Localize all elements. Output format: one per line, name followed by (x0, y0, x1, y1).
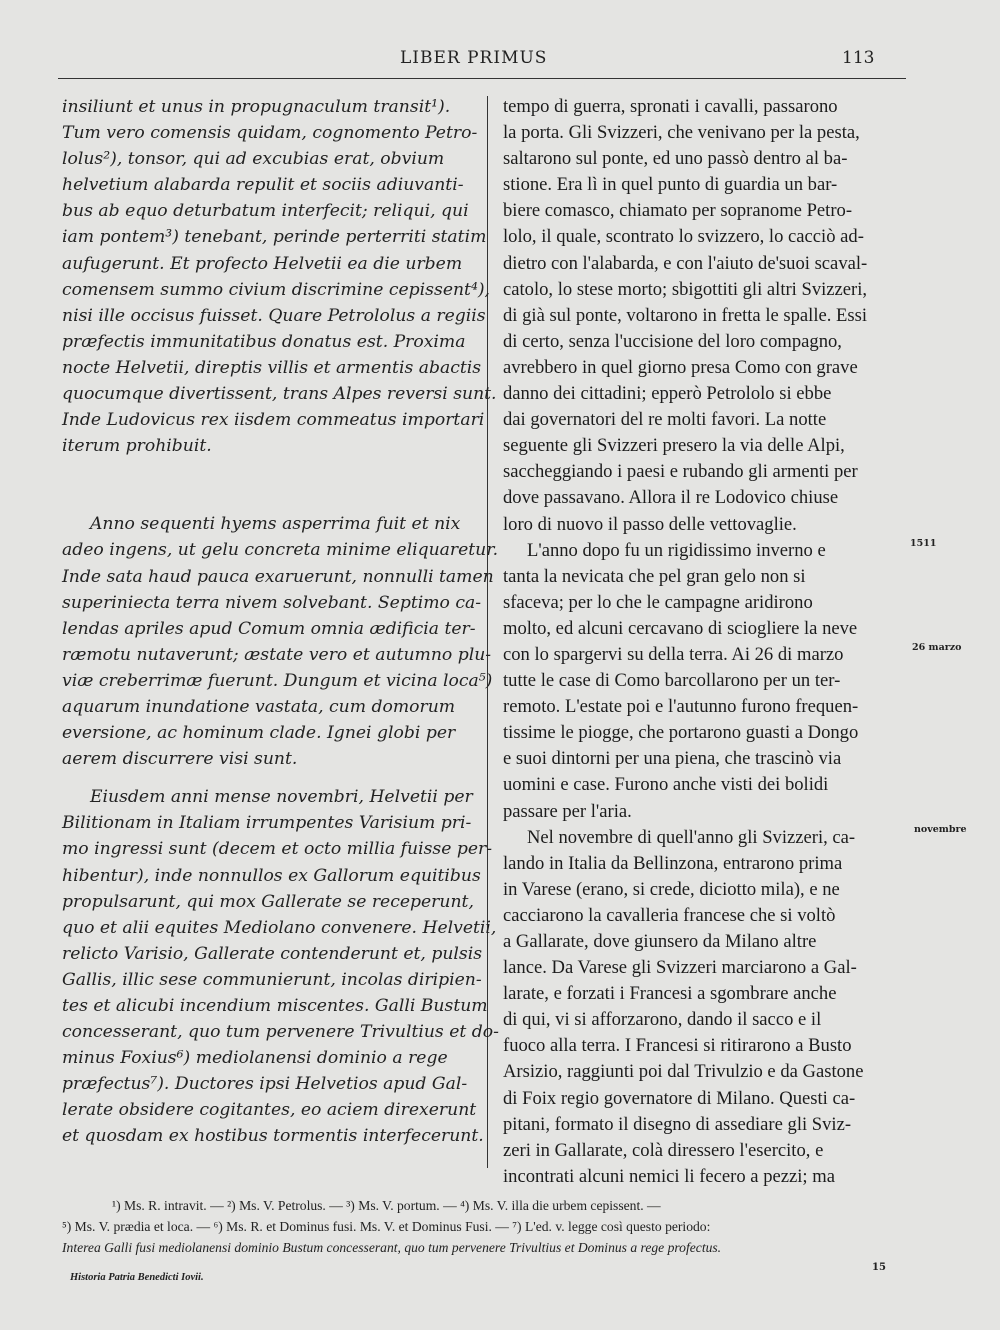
text-line: tissime le piogge, che portarono guasti a Dongo (503, 722, 859, 744)
text-line: Inde Ludovicus rex iisdem commeatus importari (62, 410, 485, 431)
text-line: lando in Italia da Bellinzona, entrarono prima (503, 852, 843, 874)
text-line: molto, ed alcuni cercavano di sciogliere la neve (503, 617, 858, 639)
text-line: con lo spargervi su della terra. Ai 26 di marzo (503, 643, 844, 665)
italian-paragraph-2 (503, 538, 899, 825)
latin-paragraph-1 (62, 94, 497, 459)
text-line: Nel novembre di quell'anno gli Svizzeri, ca- (527, 826, 856, 848)
text-line: propulsarunt, qui mox Gallerate se receperunt, (62, 891, 474, 912)
text-line: ræmotu nutaverunt; æstate vero et autumno plu- (62, 644, 492, 665)
text-line: seguente gli Svizzeri presero la via delle Alpi, (503, 435, 845, 457)
text-line: lolo, il quale, scontrato lo svizzero, lo cacciò ad- (503, 226, 864, 248)
margin-note-date: 26 marzo (912, 642, 962, 653)
text-line: danno dei cittadini; epperò Petrololo si ebbe (503, 383, 832, 405)
text-line: Eiusdem anni mense novembri, Helvetii per (90, 787, 473, 808)
book-signature: Historia Patria Benedicti Iovii. (70, 1272, 204, 1283)
text-line: uomini e case. Furono anche visti dei bolidi (503, 774, 829, 796)
text-line: zeri in Gallarate, colà diressero l'esercito, e (503, 1139, 824, 1161)
text-line: passare per l'aria. (503, 800, 632, 822)
text-line: a Gallarate, dove giunsero da Milano altre (503, 931, 817, 952)
text-line: iam pontem³) tenebant, perinde perterriti statim (62, 227, 487, 248)
paragraph-gap (62, 459, 474, 511)
text-line: di qui, vi si afforzarono, dando il sacco e il (503, 1009, 822, 1031)
text-line: Bilitionam in Italiam irrumpentes Varisium pri- (62, 813, 472, 834)
text-line: L'anno dopo fu un rigidissimo inverno e (527, 539, 826, 561)
text-line: loro di nuovo il passo delle vettovaglie. (503, 513, 797, 535)
text-line: nisi ille occisus fuisset. Quare Petrololus a regiis (62, 305, 486, 326)
text-line: saltarono sul ponte, ed uno passò dentro al ba- (503, 148, 848, 170)
text-line: lolus²), tonsor, qui ad excubias erat, obvium (62, 149, 445, 170)
text-line: dietro con l'alabarda, e con l'aiuto de'suoi scaval- (503, 252, 868, 274)
running-header-title: LIBER PRIMUS (400, 48, 548, 68)
text-line: cacciarono la cavalleria francese che si voltò (503, 904, 836, 926)
text-line: præfectis immunitatibus donatus est. Proxima (62, 331, 466, 352)
header-rule (58, 78, 906, 79)
paragraph-gap (62, 772, 474, 784)
text-line: adeo ingens, ut gelu concreta minime eliquaretur. (62, 540, 499, 561)
text-line: avrebbero in quel giorno presa Como con grave (503, 356, 858, 378)
italian-column (503, 94, 899, 1190)
footnote-line: ⁵) Ms. V. prædia et loca. — ⁶) Ms. R. et Dominus fusi. Ms. V. et Dominus Fusi. — ⁷) L'ed. v. legge così questo periodo: (62, 1219, 711, 1234)
text-line: tanta la nevicata che pel gran gelo non si (503, 565, 806, 587)
text-line: pitani, formato il disegno di assediare gli Sviz- (503, 1113, 852, 1135)
text-line: comensem summo civium discrimine cepissent⁴), (62, 279, 491, 300)
margin-note-month: novembre (914, 824, 967, 835)
text-line: præfectus⁷). Ductores ipsi Helvetios apud Gal- (62, 1074, 468, 1095)
text-line: quo et alii equites Mediolano convenere. Helvetii, (62, 917, 497, 938)
text-line: mo ingressi sunt (decem et octo millia fuisse per- (62, 839, 493, 860)
text-line: minus Foxius⁶) mediolanensi dominio a rege (62, 1048, 448, 1069)
footnotes (62, 1195, 912, 1258)
text-line: superiniecta terra nivem solvebant. Septimo ca- (62, 592, 482, 613)
text-line: Tum vero comensis quidam, cognomento Petro- (62, 123, 478, 144)
footnote-line: ¹) Ms. R. intravit. — ²) Ms. V. Petrolus. — ³) Ms. V. portum. — ⁴) Ms. V. illa die urbem cepissent. — (112, 1198, 661, 1213)
text-line: di certo, senza l'uccisione del loro compagno, (503, 330, 842, 352)
margin-note-year: 1511 (910, 538, 937, 549)
text-line: Arsizio, raggiunti poi dal Trivulzio e da Gastone (503, 1061, 864, 1083)
text-line: Anno sequenti hyems asperrima fuit et nix (90, 514, 461, 535)
text-line: e suoi dintorni per una piena, che trascinò via (503, 748, 842, 770)
text-line: larate, e forzati i Francesi a sgombrare anche (503, 983, 837, 1005)
text-line: tempo di guerra, spronati i cavalli, passarono (503, 96, 838, 117)
text-line: incontrati alcuni nemici li fecero a pezzi; ma (503, 1165, 835, 1187)
footnote-line: Interea Galli fusi mediolanensi dominio Bustum concesserant, quo tum pervenere Trivultius et Dominus a rege profectus. (62, 1240, 722, 1255)
text-line: Inde sata haud pauca exaruerunt, nonnulli tamen (62, 566, 494, 587)
text-line: di Foix regio governatore di Milano. Questi ca- (503, 1087, 856, 1109)
text-line: dove passavano. Allora il re Lodovico chiuse (503, 487, 839, 509)
text-line: tes et alicubi incendium miscentes. Galli Bustum (62, 996, 488, 1016)
text-line: iterum prohibuit. (62, 436, 212, 457)
text-line: relicto Varisio, Gallerate contenderunt et, pulsis (62, 943, 483, 964)
text-line: hibentur), inde nonnullos ex Gallorum equitibus (62, 865, 481, 886)
text-line: aerem discurrere visi sunt. (62, 749, 298, 770)
text-line: quocumque divertissent, trans Alpes reversi sunt. (62, 384, 497, 405)
text-line: sfaceva; per lo che le campagne aridirono (503, 591, 813, 613)
sheet-number: 15 (872, 1262, 886, 1273)
text-line: bus ab equo deturbatum interfecit; reliqui, qui (62, 201, 469, 222)
text-line: viæ creberrimæ fuerunt. Dungum et vicina loca⁵) (62, 670, 493, 691)
text-line: biere comasco, chiamato per sopranome Petro- (503, 200, 853, 222)
latin-paragraph-3 (62, 784, 499, 1149)
text-line: remoto. L'estate poi e l'autunno furono frequen- (503, 696, 859, 718)
italian-paragraph-3 (503, 825, 899, 1190)
text-line: helvetium alabarda repulit et sociis adiuvanti- (62, 175, 464, 196)
text-line: aufugerunt. Et profecto Helvetii ea die urbem (62, 253, 463, 274)
text-line: insiliunt et unus in propugnaculum transit¹). (62, 97, 451, 117)
text-line: di già sul ponte, voltarono in fretta le spalle. Essi (503, 304, 868, 326)
italian-paragraph-1 (503, 94, 899, 538)
text-line: stione. Era lì in quel punto di guardia un bar- (503, 174, 838, 196)
text-line: concesserant, quo tum pervenere Trivultius et do- (62, 1022, 499, 1043)
text-line: fuoco alla terra. I Francesi si ritirarono a Busto (503, 1035, 852, 1057)
text-line: lance. Da Varese gli Svizzeri marciarono a Gal- (503, 957, 857, 979)
text-line: in Varese (erano, si crede, diciotto mila), e ne (503, 878, 840, 900)
text-line: lendas apriles apud Comum omnia ædificia ter- (62, 618, 476, 639)
text-line: saccheggiando i paesi e rubando gli armenti per (503, 461, 858, 483)
text-line: et quosdam ex hostibus tormentis interfecerunt. (62, 1126, 484, 1147)
text-line: Gallis, illic sese communierunt, incolas diripien- (62, 969, 482, 990)
text-line: lerate obsidere cogitantes, eo aciem direxerunt (62, 1100, 477, 1121)
text-line: tutte le case di Como barcollarono per un ter- (503, 670, 841, 692)
text-line: catolo, lo stese morto; sbigottiti gli altri Svizzeri, (503, 278, 868, 300)
text-line: aquarum inundatione vastata, cum domorum (62, 696, 456, 717)
text-line: la porta. Gli Svizzeri, che venivano per la pesta, (503, 122, 860, 144)
page-number: 113 (842, 48, 875, 68)
text-line: dai governatori del re molti favori. La notte (503, 409, 827, 431)
text-line: nocte Helvetii, direptis villis et armentis abactis (62, 357, 482, 378)
latin-column (62, 94, 499, 1150)
latin-paragraph-2 (62, 511, 499, 772)
text-line: eversione, ac hominum clade. Ignei globi per (62, 723, 456, 744)
